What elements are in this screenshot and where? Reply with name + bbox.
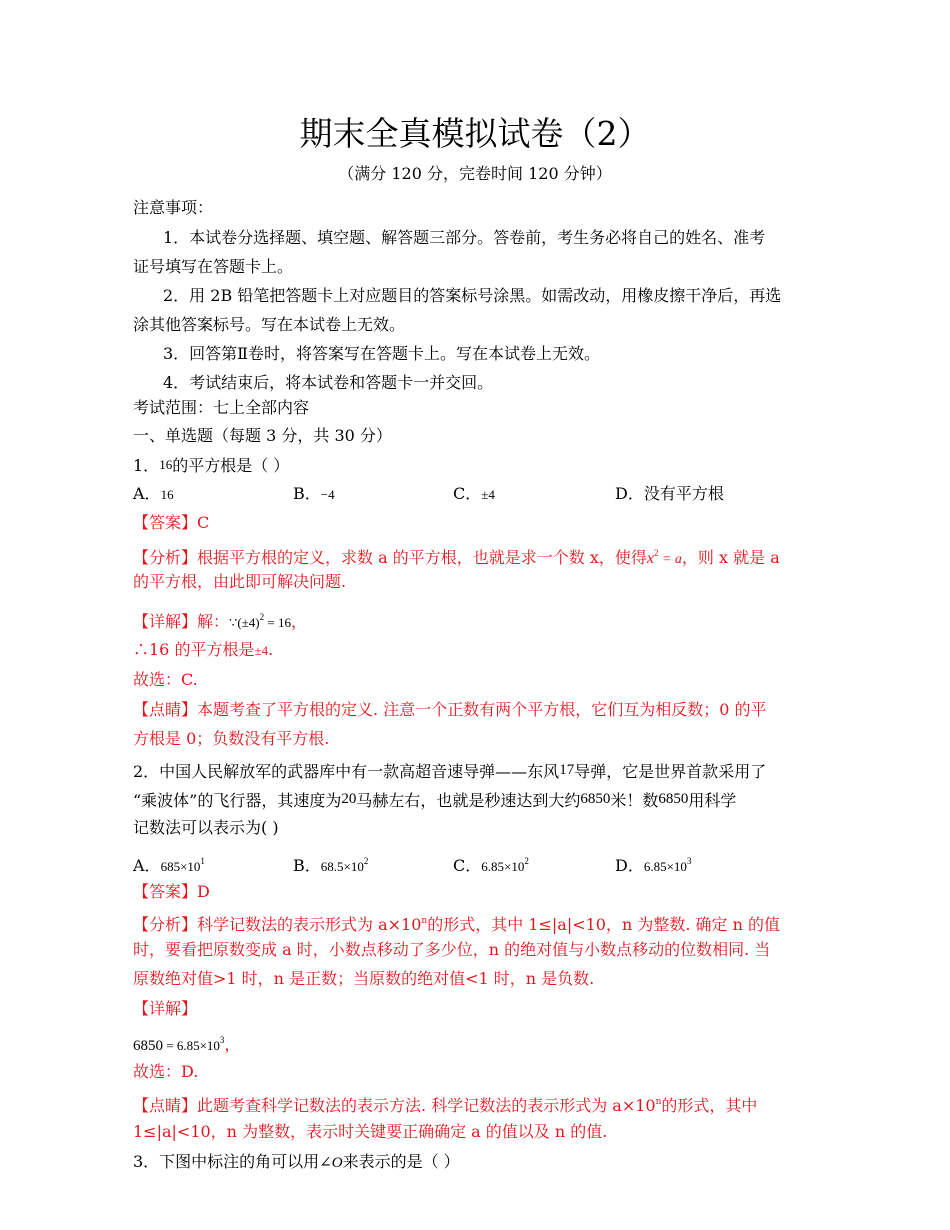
question-1-options [133, 484, 833, 506]
option-label: C． [453, 856, 482, 875]
math-exponent: 2 [524, 856, 529, 866]
math-exponent: n [655, 1097, 662, 1107]
comment-2-line-2: 1≤|a|<10，n 为整数，表示时关键要正确确定 a 的值以及 n 的值. [133, 1122, 608, 1141]
option-d[interactable] [615, 851, 691, 877]
question-text: 3．下图中标注的角可以用 [133, 1152, 320, 1171]
math-expression: = 16 [264, 615, 291, 630]
comment-text: 本题考查了平方根的定义. 注意一个正数有两个平方根，它们互为相反数；0 的平 [197, 700, 767, 719]
detail-2-expression [133, 1030, 240, 1056]
answer-value: C [197, 513, 210, 532]
detail-text: . [268, 640, 274, 659]
detail-1-therefore [133, 640, 273, 661]
notes-item-2-line-2: 涂其他答案标号。写在本试卷上无效。 [133, 315, 406, 334]
math-exponent: 2 [259, 612, 265, 622]
notes-item-1-line-2: 证号填写在答题卡上。 [133, 257, 294, 276]
math-exponent: 3 [686, 856, 692, 866]
page-subtitle: （满分 120 分，完卷时间 120 分钟） [338, 164, 612, 183]
math-value: ±4 [254, 643, 269, 658]
section-heading: 一、单选题（每题 3 分，共 30 分） [133, 426, 392, 445]
math-exponent: 3 [219, 1035, 225, 1045]
question-text: 用科学 [688, 791, 737, 810]
math-exponent: 1 [200, 856, 205, 866]
analysis-2-line-2: 时，要看把原数变成 a 时，小数点移动了多少位，n 的绝对值与小数点移动的位数相同. 当 [133, 940, 771, 959]
math-exponent: 2 [653, 548, 659, 558]
question-2-line-1 [133, 760, 766, 782]
notes-item-3: 3．回答第Ⅱ卷时，将答案写在答题卡上。写在本试卷上无效。 [163, 344, 601, 363]
option-b[interactable] [293, 484, 335, 505]
math-value: 6850 [580, 791, 611, 807]
option-value: 6.85×10 [481, 859, 525, 874]
question-2-line-3: 记数法可以表示为( ) [133, 818, 279, 837]
notes-heading: 注意事项： [133, 198, 214, 217]
exam-scope: 考试范围：七上全部内容 [133, 398, 310, 417]
math-value: 20 [341, 791, 357, 807]
option-label: A． [133, 856, 161, 875]
detail-2-tag: 【详解】 [133, 999, 198, 1018]
option-value: 没有平方根 [643, 484, 724, 503]
question-text: 的平方根是（ ） [172, 456, 290, 475]
comment-1-line-1 [133, 700, 766, 720]
math-var: x [646, 550, 654, 567]
answer-1 [133, 513, 209, 533]
option-label: D． [615, 856, 644, 875]
option-label: C． [453, 484, 482, 503]
choice-2: 故选：D. [133, 1062, 199, 1081]
detail-text: ， [224, 1035, 241, 1054]
question-text: 马赫左右，也就是秒速达到大约 [356, 791, 581, 810]
notes-item-4: 4．考试结束后，将本试卷和答题卡一并交回。 [163, 373, 494, 392]
analysis-tag: 【分析】 [133, 548, 198, 567]
option-a[interactable] [133, 484, 174, 505]
math-value: 6850 [658, 791, 689, 807]
analysis-1-line-1 [133, 543, 780, 570]
math-angle: ∠O [319, 1155, 343, 1171]
option-label: B． [293, 856, 321, 875]
option-b[interactable] [293, 851, 368, 877]
comment-text: 的形式，其中 [661, 1096, 758, 1115]
analysis-2-line-3: 原数绝对值>1 时，n 是正数；当原数的绝对值<1 时，n 是负数. [133, 969, 595, 988]
detail-text: ∴16 的平方根是 [133, 640, 255, 659]
option-label: D． [615, 484, 644, 503]
option-d[interactable] [615, 484, 724, 504]
analysis-text: ，则 x 就是 a [681, 548, 780, 567]
page-title: 期末全真模拟试卷（2） [299, 114, 651, 153]
option-a[interactable] [133, 851, 205, 877]
analysis-tag: 【分析】 [133, 915, 198, 934]
math-value: 6850 [133, 1038, 163, 1054]
analysis-text: 根据平方根的定义，求数 a 的平方根，也就是求一个数 x，使得 [197, 548, 647, 567]
detail-1 [133, 607, 307, 633]
option-value: 68.5×10 [320, 859, 364, 874]
question-text: 导弹，它是世界首款采用了 [574, 762, 767, 781]
answer-tag: 【答案】 [133, 513, 198, 532]
choice-1: 故选：C. [133, 670, 198, 689]
question-2-options [133, 851, 833, 873]
question-1-stem [133, 455, 289, 476]
math-exponent: 2 [363, 856, 369, 866]
analysis-1-line-2: 的平方根，由此即可解决问题. [133, 572, 347, 591]
question-text: 米！数 [610, 791, 659, 810]
answer-tag: 【答案】 [133, 882, 198, 901]
detail-text: 解： [197, 612, 230, 631]
question-text: “乘波体”的飞行器，其速度为 [133, 791, 342, 810]
answer-2 [133, 882, 210, 902]
comment-tag: 【点睛】 [133, 700, 198, 719]
math-exponent: n [421, 916, 428, 926]
question-text: 来表示的是（ ） [342, 1152, 460, 1171]
detail-text: ， [290, 612, 307, 631]
question-2-line-2 [133, 789, 736, 811]
question-text: 2．中国人民解放军的武器库中有一款高超音速导弹——东风 [133, 762, 560, 781]
math-value: 17 [559, 762, 575, 778]
answer-value: D [197, 882, 210, 901]
comment-1-line-2: 方根是 0；负数没有平方根. [133, 729, 330, 748]
option-value: 16 [160, 487, 174, 502]
detail-tag: 【详解】 [133, 612, 198, 631]
comment-text: 此题考查科学记数法的表示方法. 科学记数法的表示形式为 a×10 [197, 1096, 656, 1115]
option-label: A． [133, 484, 161, 503]
math-expression: (±4) [237, 615, 260, 630]
option-value: −4 [320, 487, 335, 502]
math-expression: = a [658, 552, 682, 567]
question-number: 1． [133, 456, 160, 475]
option-label: B． [293, 484, 321, 503]
option-c[interactable] [453, 484, 495, 505]
analysis-text: 的形式，其中 1≤|a|<10，n 为整数. 确定 n 的值 [427, 915, 781, 934]
analysis-text: 科学记数法的表示形式为 a×10 [197, 915, 422, 934]
comment-2-line-1 [133, 1092, 757, 1116]
math-expression: = 6.85×10 [163, 1038, 220, 1053]
comment-tag: 【点睛】 [133, 1096, 198, 1115]
option-value: 6.85×10 [643, 859, 687, 874]
notes-item-1-line-1: 1．本试卷分选择题、填空题、解答题三部分。答卷前，考生务必将自己的姓名、准考 [163, 228, 766, 247]
analysis-2-line-1 [133, 911, 780, 935]
option-value: 685×10 [160, 859, 201, 874]
notes-item-2-line-1: 2．用 2B 铅笔把答题卡上对应题目的答案标号涂黑。如需改动，用橡皮擦干净后，再选 [163, 286, 782, 305]
question-3-stem [133, 1152, 460, 1173]
option-value: ±4 [481, 487, 495, 502]
because-symbol: ∵ [229, 615, 238, 630]
option-c[interactable] [453, 851, 529, 877]
math-value: 16 [159, 457, 173, 472]
